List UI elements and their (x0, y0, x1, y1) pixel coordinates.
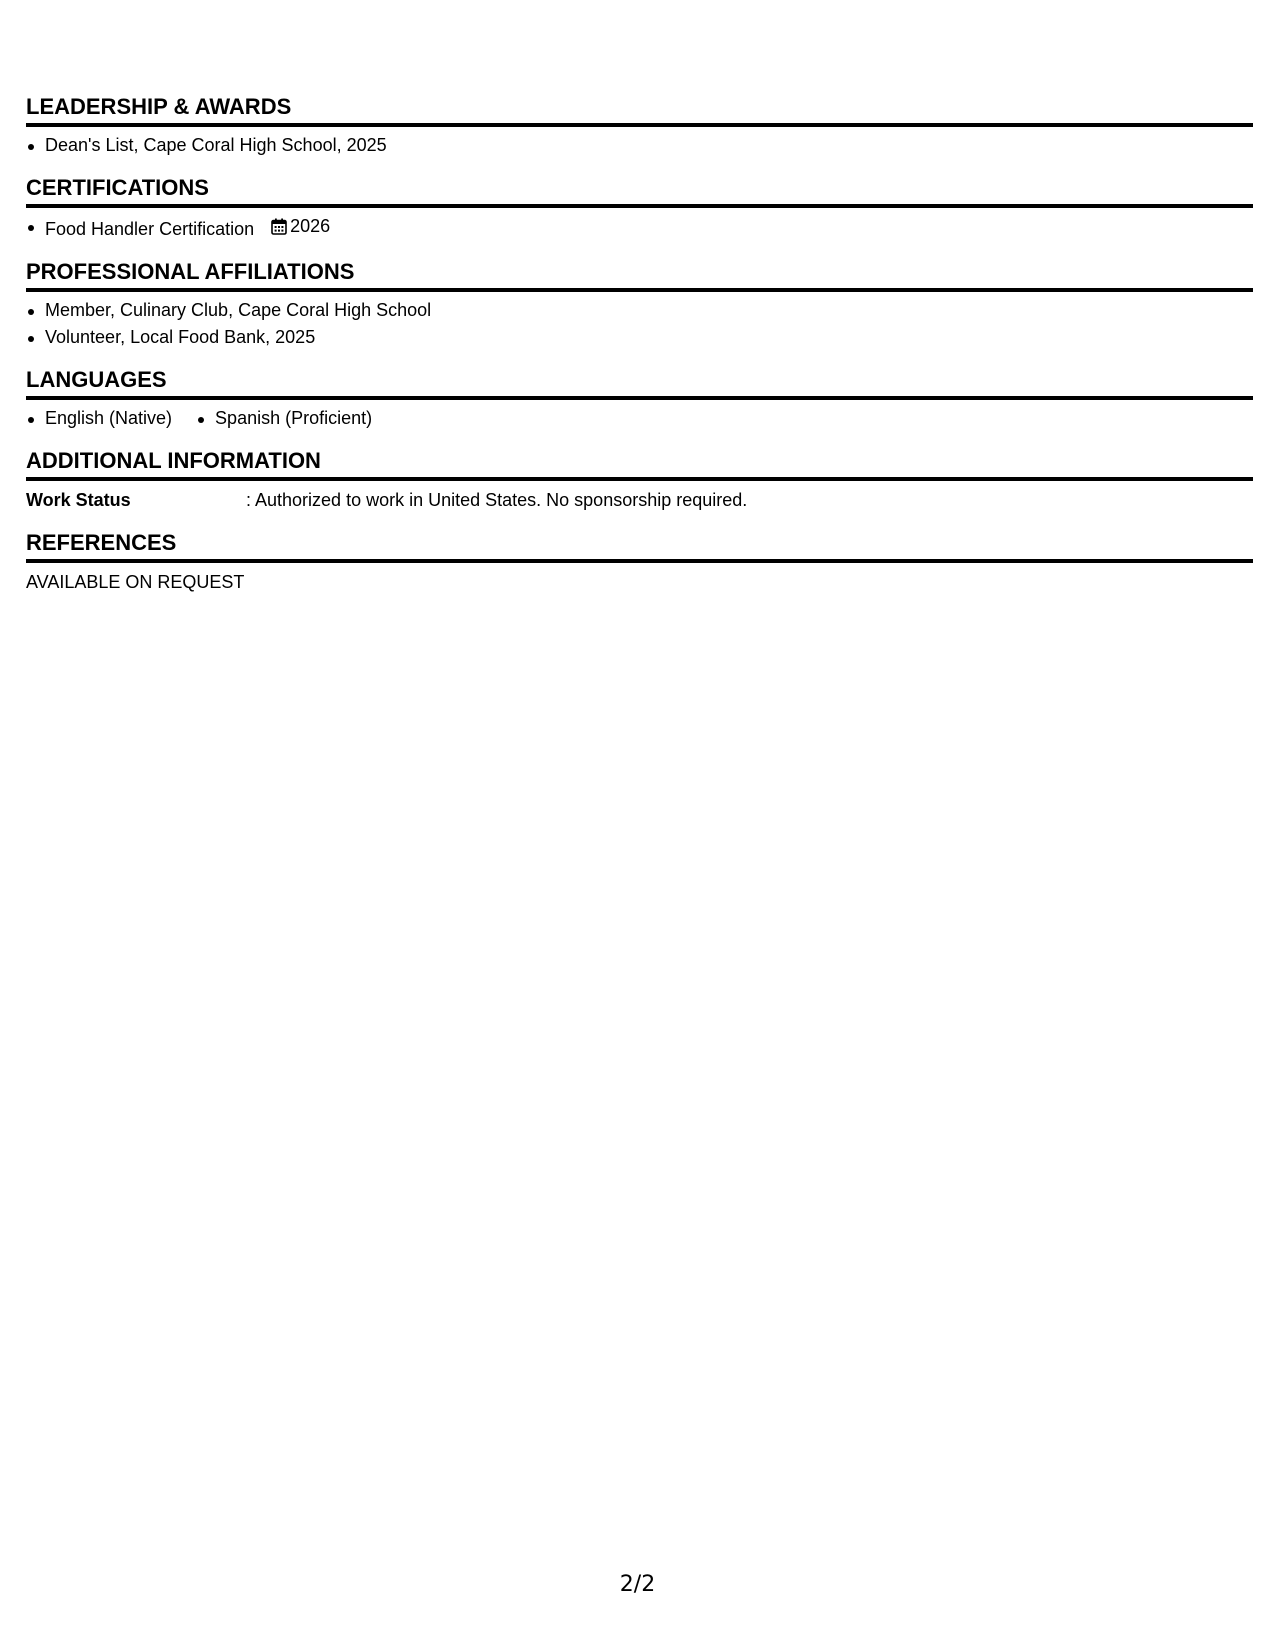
affiliations-list (26, 297, 1253, 351)
work-status-label: Work Status (26, 490, 131, 510)
list-item: Member, Culinary Club, Cape Coral High School (26, 297, 1253, 324)
section-additional-information (26, 448, 1253, 514)
list-item: Volunteer, Local Food Bank, 2025 (26, 324, 1253, 351)
references-text: AVAILABLE ON REQUEST (26, 572, 245, 592)
section-title: PROFESSIONAL AFFILIATIONS (26, 259, 1253, 292)
section-title: LEADERSHIP & AWARDS (26, 94, 1253, 127)
certifications-list (26, 213, 1253, 243)
section-leadership-awards (26, 94, 1253, 159)
certification-name: Food Handler Certification (45, 219, 255, 239)
resume-page-content (26, 94, 1253, 596)
certification-year: 2026 (290, 216, 331, 236)
work-status-row (26, 487, 1253, 514)
section-languages (26, 367, 1253, 432)
list-item: Spanish (Proficient) (196, 405, 372, 432)
list-item (26, 213, 1253, 243)
list-item: Dean's List, Cape Coral High School, 2025 (26, 132, 1253, 159)
section-professional-affiliations (26, 259, 1253, 351)
section-title: ADDITIONAL INFORMATION (26, 448, 1253, 481)
section-references (26, 530, 1253, 596)
certification-date (271, 213, 330, 240)
calendar-icon (271, 218, 287, 235)
section-title: LANGUAGES (26, 367, 1253, 400)
work-status-value: : Authorized to work in United States. No sponsorship required. (246, 490, 748, 510)
languages-list (26, 405, 1253, 432)
page-number: 2/2 (619, 1572, 656, 1597)
section-title: REFERENCES (26, 530, 1253, 563)
list-item: English (Native) (26, 405, 172, 432)
leadership-list (26, 132, 1253, 159)
section-certifications (26, 175, 1253, 243)
section-title: CERTIFICATIONS (26, 175, 1253, 208)
